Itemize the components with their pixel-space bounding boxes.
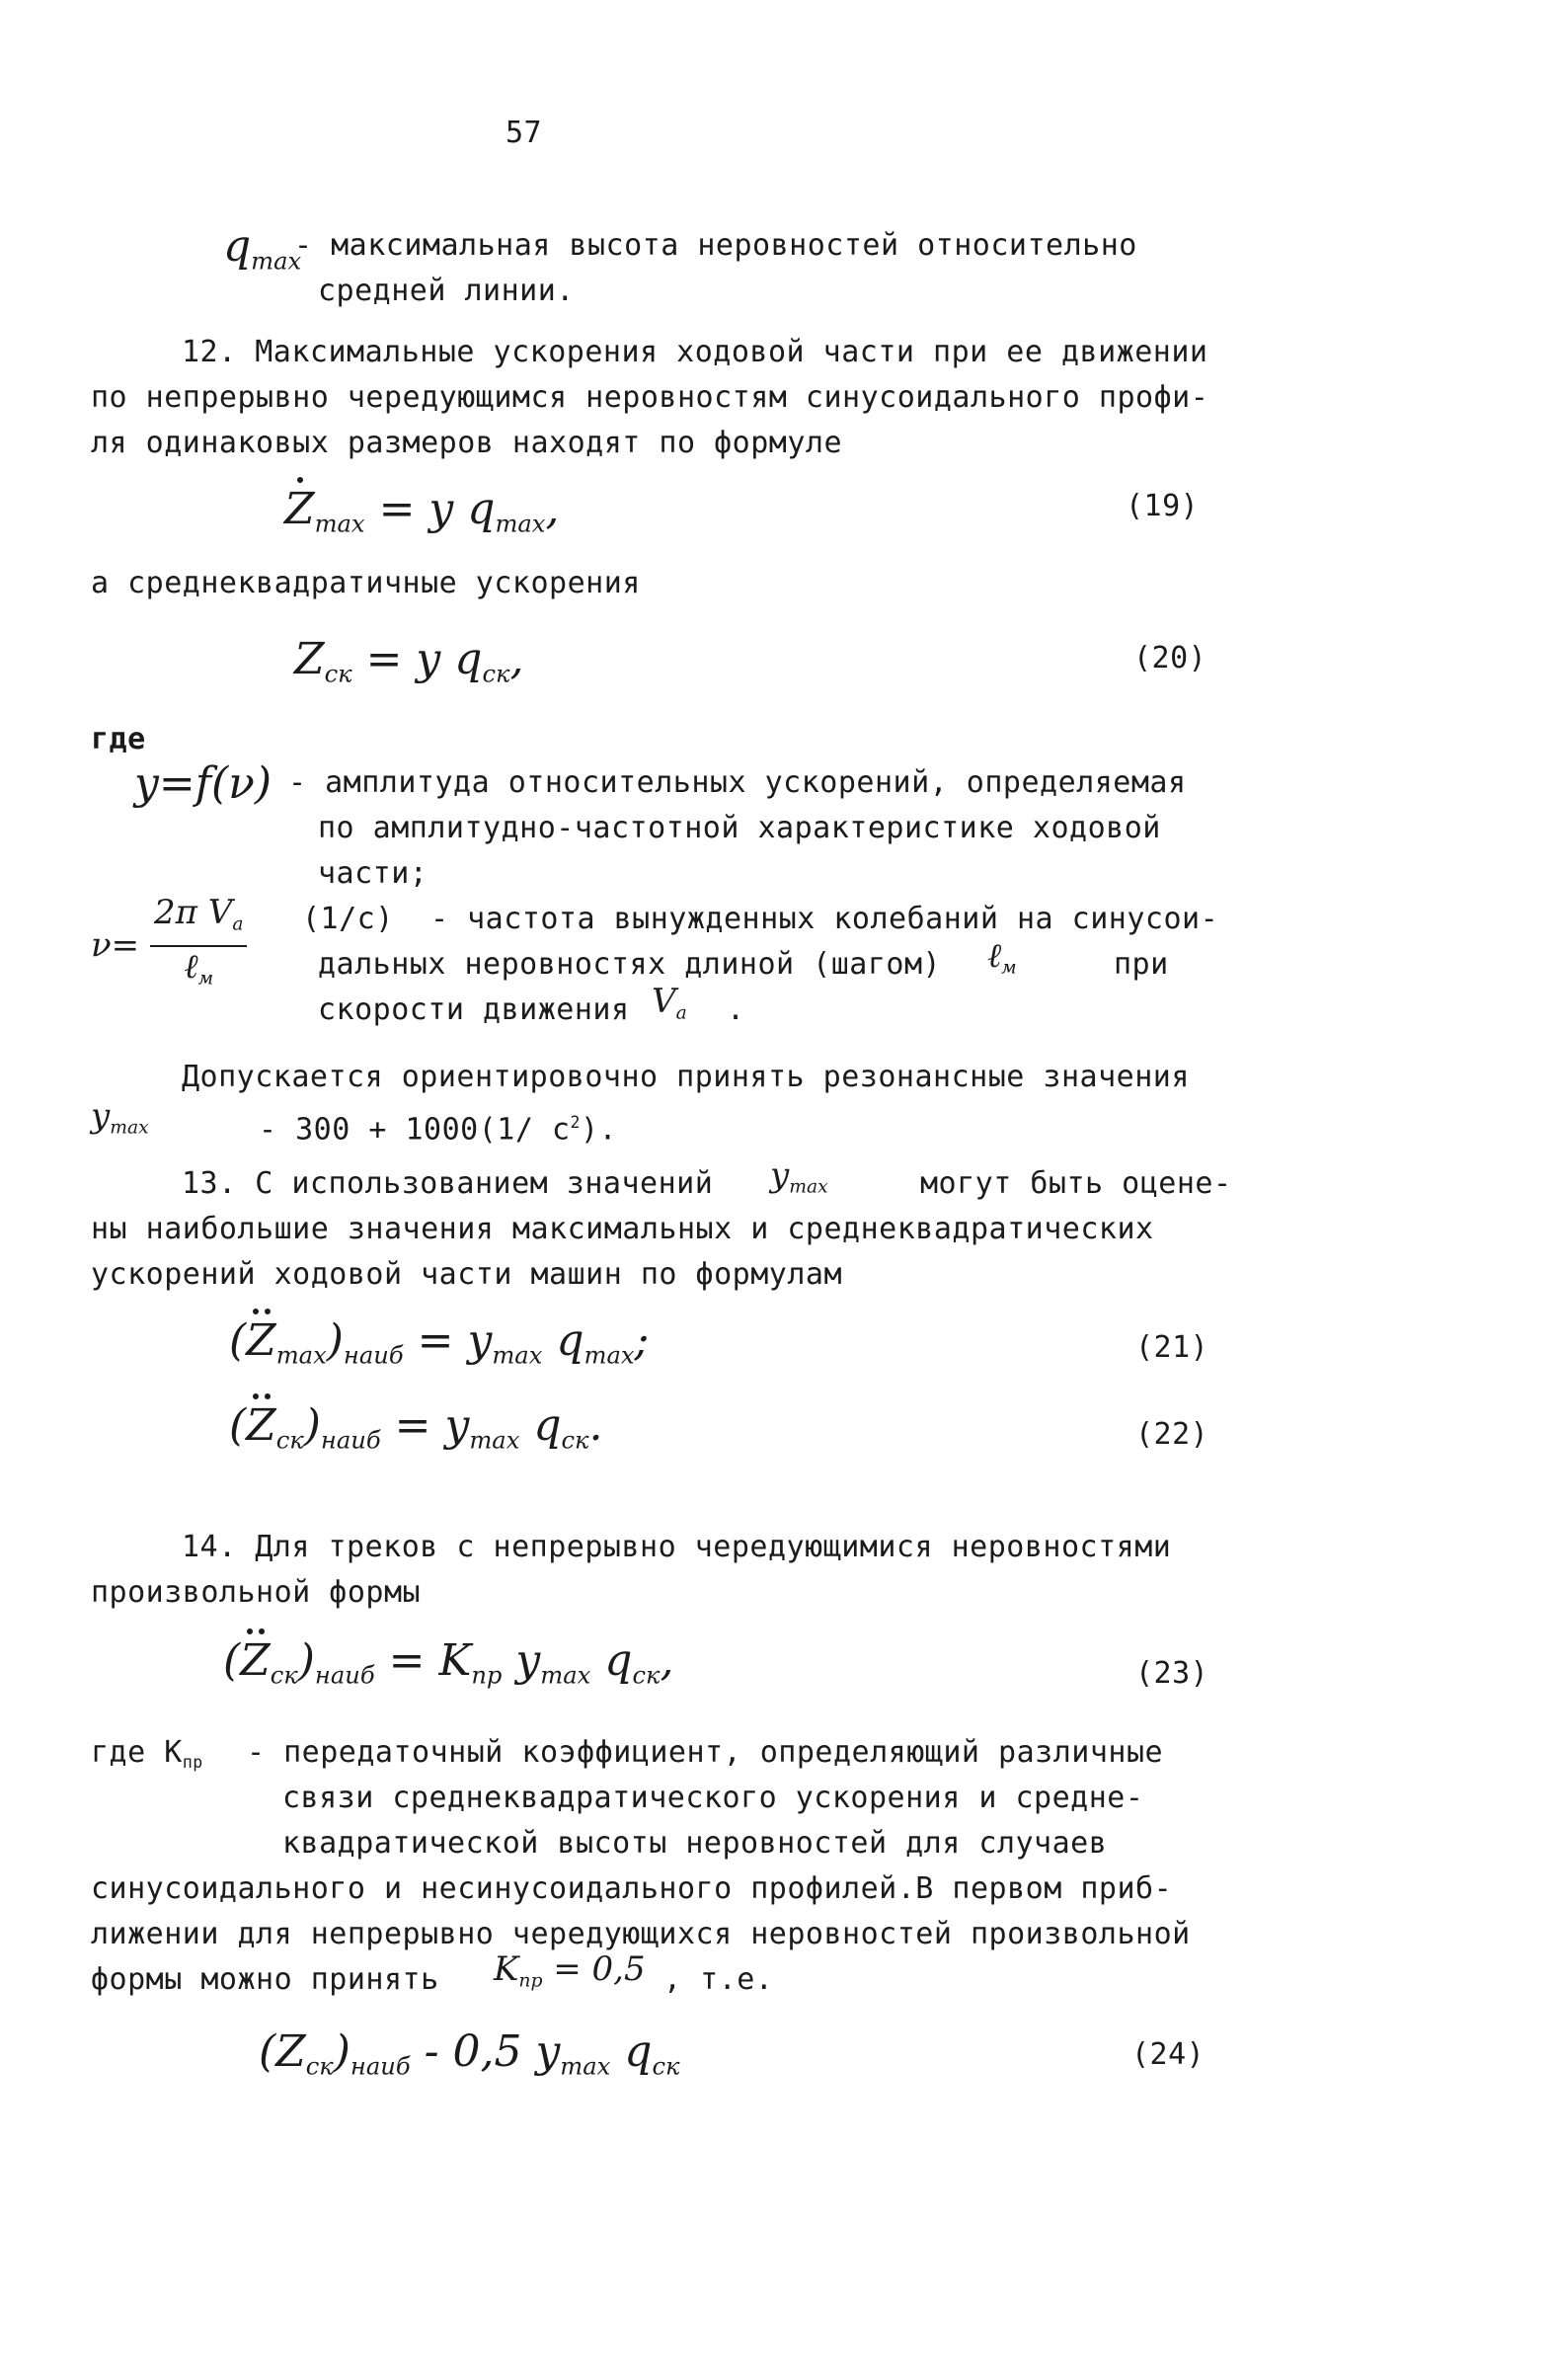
p14-line2: произвольной формы (91, 1575, 422, 1610)
nu-fraction (150, 893, 248, 998)
eq19-lhs-sub: max (314, 510, 365, 538)
nu-denominator (150, 947, 248, 999)
def-y-line1: - амплитуда относительных ускорений, определяемая (288, 765, 1187, 800)
eq21-rhs1: = y (417, 1315, 493, 1366)
p-res-ymax (91, 1096, 149, 1139)
nu-formula (91, 893, 247, 998)
lm-text: ℓ (987, 936, 1002, 976)
eq24-open: ( (259, 2026, 276, 2077)
eq22-rhs1: = y (394, 1400, 470, 1451)
page-number: 57 (506, 116, 543, 150)
nu-unit: (1/с) (302, 902, 394, 936)
eq22-close: ) (303, 1400, 321, 1451)
lm-sub: м (1001, 957, 1017, 979)
eq24-rhs1-sub: max (560, 2052, 611, 2081)
eq21-tail: ; (634, 1315, 650, 1366)
equation-21 (229, 1313, 649, 1383)
eq24-lhs-sub: ск (305, 2052, 334, 2081)
eq23-number: (23) (1135, 1656, 1209, 1691)
p-res-ymax-sub: max (110, 1117, 149, 1139)
def-y-line3: части; (318, 856, 428, 891)
eq23-open: ( (223, 1635, 241, 1686)
nu-symbol: ν= (91, 925, 140, 966)
eq23-lhs: Z (240, 1635, 271, 1686)
def-qmax-line2: средней линии. (318, 274, 575, 308)
symbol-q-sub: max (251, 247, 302, 276)
def-nu-line2-start: дальных неровностях длиной (шагом) (318, 947, 942, 982)
eq21-number: (21) (1135, 1330, 1209, 1365)
nu-numerator-text: 2π V (153, 893, 233, 932)
eq22-lhs: Z (246, 1400, 276, 1451)
eq22-lhs-sub: ск (275, 1426, 304, 1455)
eq19-rhs: = y q (378, 484, 496, 534)
def-nu-line1: - частота вынужденных колебаний на синусои- (430, 902, 1219, 936)
symbol-y-f-nu: y=f(ν) (134, 758, 272, 809)
eq24-close: ) (333, 2026, 350, 2077)
eq22-open: ( (229, 1400, 247, 1451)
eq21-rhs1-sub: max (492, 1341, 543, 1370)
def-k-line3: квадратической высоты неровностей для случаев (282, 1826, 1108, 1861)
def-k-line2: связи среднеквадратического ускорения и средне- (282, 1781, 1144, 1815)
p-res-line2 (259, 1100, 617, 1153)
eq24-close-sub: наиб (350, 2052, 411, 2081)
def-k-symbol: K (494, 1949, 519, 1989)
def-k-value (494, 1949, 646, 1992)
eq21-close-sub: наиб (343, 1341, 404, 1370)
eq20-number: (20) (1133, 641, 1207, 675)
eq24-rhs1: - 0,5 y (424, 2026, 561, 2077)
p13-line3: ускорений ходовой части машин по формулам (91, 1257, 843, 1292)
nu-numerator-sub: a (232, 913, 244, 935)
nu-denominator-sub: м (197, 968, 214, 990)
eq23-tail: , (660, 1635, 674, 1686)
eq20-lhs: Z (294, 634, 325, 684)
eq19-rhs-sub: max (495, 510, 546, 538)
eq22-rhs2-sub: ск (561, 1426, 589, 1455)
equation-19 (284, 482, 559, 551)
eq20-rhs: = y q (365, 634, 483, 684)
eq21-open: ( (229, 1315, 247, 1366)
lm-symbol (987, 936, 1017, 979)
eq24-rhs2: q (624, 2026, 653, 2077)
eq22-number: (22) (1135, 1417, 1209, 1452)
def-k-symbol-sub: пр (518, 1970, 543, 1992)
equation-23 (223, 1633, 673, 1703)
def-nu-line3-end: . (727, 992, 745, 1027)
nu-denominator-text: ℓ (184, 946, 198, 987)
p12-line2: по непрерывно чередующимся неровностям синусоидального профи- (91, 380, 1209, 415)
eq23-close: ) (297, 1635, 315, 1686)
p13-ymax-text: y (770, 1155, 790, 1195)
eq20-tail: , (509, 634, 524, 684)
def-k-start (91, 1730, 203, 1785)
eq22-close-sub: наиб (320, 1426, 381, 1455)
eq23-lhs-sub: ск (270, 1661, 298, 1690)
p-res-line1: Допускается ориентировочно принять резонансные значения (182, 1060, 1190, 1094)
p12-line3: ля одинаковых размеров находят по формуле (91, 426, 843, 460)
def-k-line6-start: формы можно принять (91, 1962, 439, 1997)
eq21-lhs-sub: max (275, 1341, 327, 1370)
p13-line2: ны наибольшие значения максимальных и среднеквадратических (91, 1212, 1154, 1246)
eq24-number: (24) (1131, 2037, 1206, 2072)
eq22-rhs1-sub: max (469, 1426, 520, 1455)
def-k-start-text: где K (91, 1735, 183, 1770)
p-res-line2-sup: 2 (570, 1113, 581, 1132)
def-k-line1: - передаточный коэффициент, определяющий различные (247, 1735, 1164, 1770)
eq23-rhs1: y (515, 1635, 541, 1686)
va-text: V (652, 982, 676, 1021)
eq21-rhs2: q (556, 1315, 584, 1366)
p-res-line2-end: ). (580, 1112, 618, 1148)
eq23-rhs0-sub: пр (471, 1661, 503, 1690)
equation-22 (229, 1398, 603, 1468)
eq23-rhs2: q (604, 1635, 633, 1686)
p-rms: а среднеквадратичные ускорения (91, 566, 641, 600)
eq19-lhs: Z (284, 484, 315, 534)
va-symbol (652, 982, 687, 1024)
eq19-number: (19) (1126, 489, 1200, 523)
eq21-lhs: Z (246, 1315, 276, 1366)
p12-line1: 12. Максимальные ускорения ходовой части при ее движении (182, 335, 1208, 369)
p-res-ymax-text: y (91, 1096, 111, 1136)
eq23-close-sub: наиб (314, 1661, 375, 1690)
eq23-rhs0: = K (388, 1635, 472, 1686)
def-k-line6-end: , т.е. (663, 1962, 774, 1997)
eq22-rhs2: q (533, 1400, 562, 1451)
symbol-q: q (223, 221, 252, 272)
p13-line1-end: могут быть оцене- (920, 1166, 1232, 1201)
def-y-line2: по амплитудно-частотной характеристике ходовой (318, 811, 1161, 845)
def-qmax-line1: - максимальная высота неровностей относительно (294, 228, 1137, 263)
eq21-close: ) (326, 1315, 344, 1366)
where-word: где (91, 722, 146, 756)
eq24-rhs2-sub: ск (652, 2052, 680, 2081)
def-k-start-sub: пр (182, 1752, 203, 1772)
p13-line1-start: 13. С использованием значений (182, 1166, 714, 1201)
p-res-line2-text: - 300 + 1000(1/ с (259, 1112, 571, 1148)
p13-ymax-sub: max (789, 1176, 828, 1198)
eq23-rhs2-sub: ск (632, 1661, 661, 1690)
def-nu-line2-end: при (1114, 947, 1169, 982)
eq19-tail: , (545, 484, 560, 534)
equation-24 (259, 2024, 679, 2094)
def-nu-line3: скорости движения (318, 992, 630, 1027)
def-k-line5: лижении для непрерывно чередующихся неровностей произвольной (91, 1917, 1191, 1951)
eq20-lhs-sub: ск (324, 660, 352, 688)
eq24-lhs: Z (275, 2026, 306, 2077)
def-k-line4: синусоидального и несинусоидального профилей.В первом приб- (91, 1871, 1173, 1906)
va-sub: a (675, 1002, 687, 1024)
eq22-tail: . (588, 1400, 603, 1451)
equation-20 (294, 632, 523, 701)
eq20-rhs-sub: ск (482, 660, 510, 688)
symbol-q-max (223, 219, 301, 288)
p14-line1: 14. Для треков с непрерывно чередующимися неровностями (182, 1530, 1172, 1564)
def-k-value-text: = 0,5 (553, 1949, 646, 1989)
nu-numerator (150, 893, 248, 947)
p13-ymax (770, 1155, 828, 1198)
eq23-rhs1-sub: max (540, 1661, 591, 1690)
eq21-rhs2-sub: max (584, 1341, 635, 1370)
